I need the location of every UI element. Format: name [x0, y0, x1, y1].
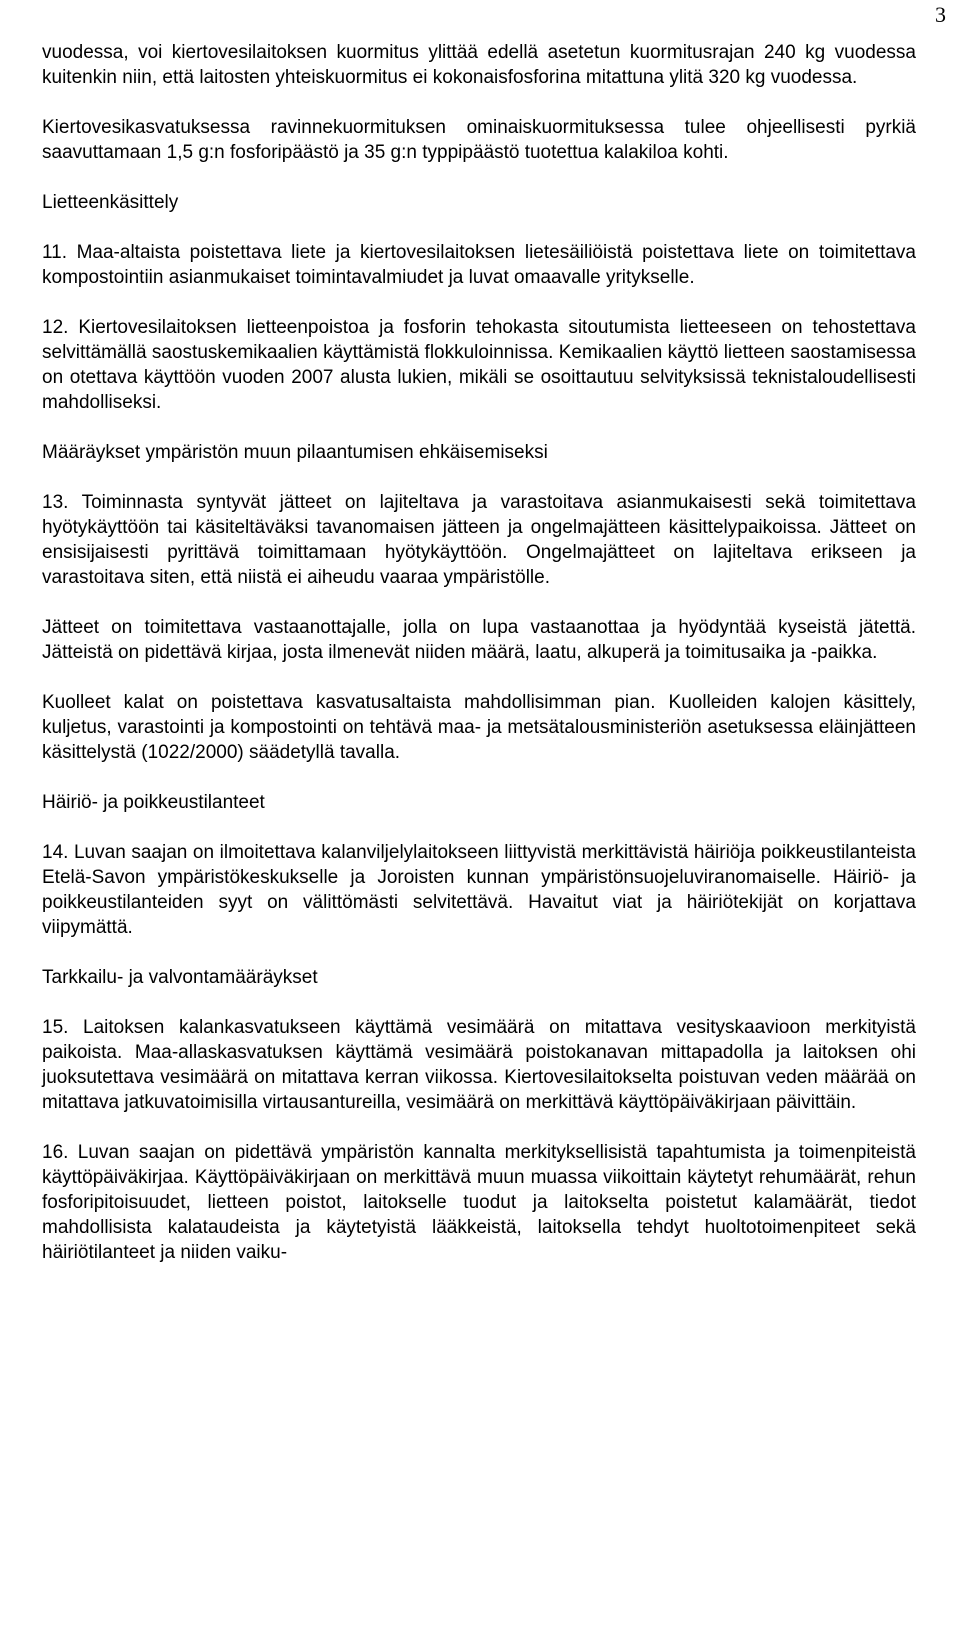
heading-disturbances: Häiriö- ja poikkeustilanteet — [42, 792, 265, 813]
paragraph-intro-continuation: vuodessa, voi kiertovesilaitoksen kuormitus ylittää edellä asetetun kuormitusrajan 240 kg vuodessa kuitenkin niin, että laitosten yhteiskuormitus ei kokonaisfosforina mitattuna ylitä 320 kg vuodessa. — [42, 42, 916, 88]
paragraph-waste-delivery: Jätteet on toimitettava vastaanottajalle, jolla on lupa vastaanottaa ja hyödyntää kyseistä jätettä. Jätteistä on pidettävä kirjaa, josta ilmenevät niiden määrä, laatu, alkuperä ja toimitusaika ja -paikka. — [42, 617, 916, 663]
page-number: 3 — [935, 2, 946, 27]
document-body — [42, 40, 916, 1265]
paragraph-nutrient-target: Kiertovesikasvatuksessa ravinnekuormituksen ominaiskuormituksessa tulee ohjeellisesti pyrkiä saavuttamaan 1,5 g:n fosforipäästö ja 35 g:n typpipäästö tuotettua kalakiloa kohti. — [42, 117, 916, 163]
paragraph-item-12: 12. Kiertovesilaitoksen lietteenpoistoa ja fosforin tehokasta sitoutumista lietteeseen on tehostettava selvittämällä saostuskemikaalien käyttämistä flokkuloinnissa. Kemikaalien käyttö lietteen saostamisessa on otettava käyttöön vuoden 2007 alusta lukien, mikäli se osoittautuu selvityksissä teknistaloudellisesti mahdolliseksi. — [42, 317, 916, 413]
heading-sludge-handling: Lietteenkäsittely — [42, 192, 179, 213]
paragraph-item-16: 16. Luvan saajan on pidettävä ympäristön kannalta merkityksellisistä tapahtumista ja toimenpiteistä käyttöpäiväkirjaa. Käyttöpäiväkirjaan on merkittävä muun muassa viikoittain käytetyt rehumäärät, rehun fosforipitoisuudet, lietteen poistot, laitokselle tuodut ja laitokselta poistetut kalamäärät, tiedot mahdollisista kalataudeista ja käytetyistä lääkkeistä, laitoksella tehdyt huoltotoimenpiteet sekä häiriötilanteet ja niiden vaiku- — [42, 1142, 916, 1263]
paragraph-item-11: 11. Maa-altaista poistettava liete ja kiertovesilaitoksen lietesäiliöistä poistettava liete on toimitettava kompostointiin asianmukaiset toimintavalmiudet ja luvat omaavalle yritykselle. — [42, 242, 916, 288]
heading-pollution-prevention: Määräykset ympäristön muun pilaantumisen ehkäisemiseksi — [42, 442, 548, 463]
paragraph-item-14: 14. Luvan saajan on ilmoitettava kalanviljelylaitokseen liittyvistä merkittävistä häiriöja poikkeustilanteista Etelä-Savon ympäristökeskukselle ja Joroisten kunnan ympäristönsuojeluviranomaiselle. Häiriö- ja poikkeustilanteiden syyt on välittömästi selvitettävä. Havaitut viat ja häiriötekijät on korjattava viipymättä. — [42, 842, 916, 938]
paragraph-dead-fish: Kuolleet kalat on poistettava kasvatusaltaista mahdollisimman pian. Kuolleiden kalojen käsittely, kuljetus, varastointi ja kompostointi on tehtävä maa- ja metsätalousministeriön asetuksessa eläinjätteen käsittelystä (1022/2000) säädetyllä tavalla. — [42, 692, 916, 763]
heading-monitoring: Tarkkailu- ja valvontamääräykset — [42, 967, 318, 988]
paragraph-item-13: 13. Toiminnasta syntyvät jätteet on lajiteltava ja varastoitava asianmukaisesti sekä toimitettava hyötykäyttöön tai käsiteltäväksi tavanomaisen jätteen ja ongelmajätteen käsittelypaikoissa. Jätteet on ensisijaisesti pyrittävä toimittamaan hyötykäyttöön. Ongelmajätteet on lajiteltava erikseen ja varastoitava siten, että niistä ei aiheudu vaaraa ympäristölle. — [42, 492, 916, 588]
paragraph-item-15: 15. Laitoksen kalankasvatukseen käyttämä vesimäärä on mitattava vesityskaavioon merkityistä paikoista. Maa-allaskasvatuksen käyttämä vesimäärä poistokanavan mittapadolla ja laitoksen ohi juoksutettava vesimäärä on mitattava kerran viikossa. Kiertovesilaitokselta poistuvan veden määrää on mitattava jatkuvatoimisilla virtausantureilla, vesimäärä on merkittävä käyttöpäiväkirjaan päivittäin. — [42, 1017, 916, 1113]
